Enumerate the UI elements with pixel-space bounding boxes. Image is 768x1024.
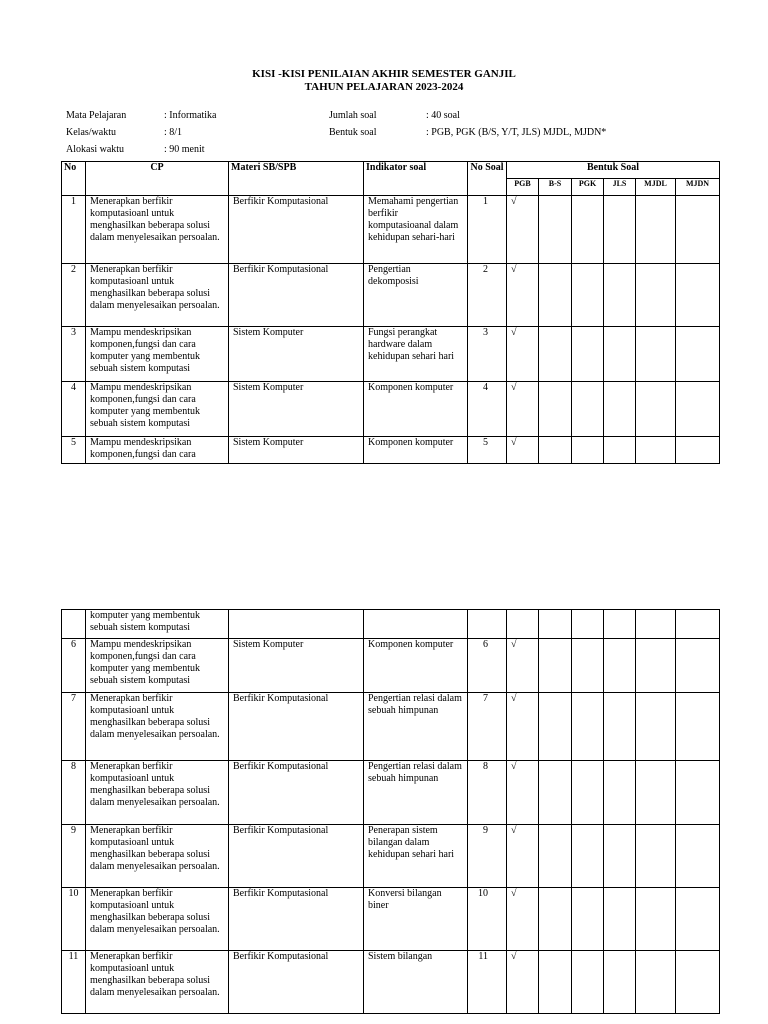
row-materi: Sistem Komputer xyxy=(229,382,364,437)
row-cp: Menerapkan berfikir komputasioanl untuk menghasilkan beberapa solusi dalam menyelesaikan persoalan. xyxy=(86,825,229,888)
row-cp: Menerapkan berfikir komputasioanl untuk menghasilkan beberapa solusi dalam menyelesaikan persoalan. xyxy=(86,951,229,1014)
meta-kelas-label: Kelas/waktu xyxy=(66,127,116,138)
row-no-soal: 3 xyxy=(468,327,507,382)
row-pgb-check: √ xyxy=(507,951,539,1014)
row-indikator: Komponen komputer xyxy=(364,382,468,437)
row-pgb-check: √ xyxy=(507,437,539,464)
meta-alokasi-value: : 90 menit xyxy=(164,144,205,155)
header-cp: CP xyxy=(86,162,229,196)
table-row xyxy=(62,264,720,327)
row-no: 1 xyxy=(62,196,86,264)
header-no-soal: No Soal xyxy=(468,162,507,196)
meta-jumlah-label: Jumlah soal xyxy=(329,110,377,121)
meta-bentuk-label: Bentuk soal xyxy=(329,127,377,138)
row-no-soal: 8 xyxy=(468,761,507,825)
row-indikator: Memahami pengertian berfikir komputasioanal dalam kehidupan sehari-hari xyxy=(364,196,468,264)
row-indikator: Pengertian dekomposisi xyxy=(364,264,468,327)
row-no-soal: 10 xyxy=(468,888,507,951)
header-pgk: PGK xyxy=(572,179,604,196)
row-no: 8 xyxy=(62,761,86,825)
row-no-soal: 2 xyxy=(468,264,507,327)
row-pgb-check: √ xyxy=(507,327,539,382)
header-mjdn: MJDN xyxy=(676,179,720,196)
row-no: 5 xyxy=(62,437,86,464)
table-row xyxy=(62,761,720,825)
header-jls: JLS xyxy=(604,179,636,196)
row-materi: Berfikir Komputasional xyxy=(229,888,364,951)
table-row-continuation xyxy=(62,610,720,639)
row-no: 10 xyxy=(62,888,86,951)
row-pgb-check: √ xyxy=(507,639,539,693)
row-no-soal: 9 xyxy=(468,825,507,888)
row-cp: Menerapkan berfikir komputasioanl untuk menghasilkan beberapa solusi dalam menyelesaikan persoalan. xyxy=(86,693,229,761)
header-bentuk-soal: Bentuk Soal xyxy=(507,162,720,179)
row-cp: Mampu mendeskripsikan komponen,fungsi dan cara komputer yang membentuk sebuah sistem komputasi xyxy=(86,327,229,382)
row-materi: Berfikir Komputasional xyxy=(229,951,364,1014)
row-cp: Mampu mendeskripsikan komponen,fungsi dan cara komputer yang membentuk sebuah sistem komputasi xyxy=(86,639,229,693)
table-row xyxy=(62,888,720,951)
row-no: 11 xyxy=(62,951,86,1014)
kisi-table-page2 xyxy=(61,609,720,1014)
row-cp: Mampu mendeskripsikan komponen,fungsi dan cara komputer yang membentuk sebuah sistem komputasi xyxy=(86,382,229,437)
table-row xyxy=(62,693,720,761)
row-materi: Berfikir Komputasional xyxy=(229,693,364,761)
row-no-soal: 5 xyxy=(468,437,507,464)
row-no: 3 xyxy=(62,327,86,382)
row-materi: Berfikir Komputasional xyxy=(229,761,364,825)
row-no-soal: 11 xyxy=(468,951,507,1014)
table-row xyxy=(62,382,720,437)
row-no-soal: 1 xyxy=(468,196,507,264)
table-row xyxy=(62,327,720,382)
row-pgb-check: √ xyxy=(507,264,539,327)
doc-title: KISI -KISI PENILAIAN AKHIR SEMESTER GANJIL xyxy=(252,68,516,80)
kisi-table-page1 xyxy=(61,161,720,464)
row-materi: Berfikir Komputasional xyxy=(229,825,364,888)
row-materi: Sistem Komputer xyxy=(229,639,364,693)
header-materi: Materi SB/SPB xyxy=(229,162,364,196)
row-indikator: Penerapan sistem bilangan dalam kehidupan sehari hari xyxy=(364,825,468,888)
row-materi: Berfikir Komputasional xyxy=(229,264,364,327)
row-indikator: Konversi bilangan biner xyxy=(364,888,468,951)
row-pgb-check: √ xyxy=(507,693,539,761)
meta-alokasi-label: Alokasi waktu xyxy=(66,144,125,155)
row-cp: Menerapkan berfikir komputasioanl untuk menghasilkan beberapa solusi dalam menyelesaikan persoalan. xyxy=(86,888,229,951)
row-pgb-check: √ xyxy=(507,761,539,825)
row-no-soal: 4 xyxy=(468,382,507,437)
table-row xyxy=(62,825,720,888)
header-bs: B-S xyxy=(539,179,572,196)
table-row xyxy=(62,639,720,693)
header-mjdl: MJDL xyxy=(636,179,676,196)
meta-mapel-value: : Informatika xyxy=(164,110,217,121)
row-no: 7 xyxy=(62,693,86,761)
row-materi: Sistem Komputer xyxy=(229,437,364,464)
row-indikator: Komponen komputer xyxy=(364,437,468,464)
row-pgb-check: √ xyxy=(507,196,539,264)
meta-jumlah-value: : 40 soal xyxy=(426,110,460,121)
header-indikator: Indikator soal xyxy=(364,162,468,196)
row-pgb-check: √ xyxy=(507,888,539,951)
row-indikator: Pengertian relasi dalam sebuah himpunan xyxy=(364,693,468,761)
table-row xyxy=(62,437,720,464)
row-cp: Mampu mendeskripsikan komponen,fungsi dan cara xyxy=(86,437,229,464)
row-pgb-check: √ xyxy=(507,382,539,437)
row-no: 9 xyxy=(62,825,86,888)
row-no: 6 xyxy=(62,639,86,693)
continuation-cp: komputer yang membentuk sebuah sistem komputasi xyxy=(86,610,229,639)
row-materi: Sistem Komputer xyxy=(229,327,364,382)
row-cp: Menerapkan berfikir komputasioanl untuk menghasilkan beberapa solusi dalam menyelesaikan persoalan. xyxy=(86,761,229,825)
row-indikator: Sistem bilangan xyxy=(364,951,468,1014)
row-cp: Menerapkan berfikir komputasioanl untuk menghasilkan beberapa solusi dalam menyelesaikan persoalan. xyxy=(86,264,229,327)
table-row xyxy=(62,196,720,264)
row-no: 2 xyxy=(62,264,86,327)
table-row xyxy=(62,951,720,1014)
header-no: No xyxy=(62,162,86,196)
row-indikator: Komponen komputer xyxy=(364,639,468,693)
row-no-soal: 7 xyxy=(468,693,507,761)
row-no: 4 xyxy=(62,382,86,437)
meta-mapel-label: Mata Pelajaran xyxy=(66,110,127,121)
row-no-soal: 6 xyxy=(468,639,507,693)
row-indikator: Pengertian relasi dalam sebuah himpunan xyxy=(364,761,468,825)
row-materi: Berfikir Komputasional xyxy=(229,196,364,264)
header-pgb: PGB xyxy=(507,179,539,196)
row-pgb-check: √ xyxy=(507,825,539,888)
row-cp: Menerapkan berfikir komputasioanl untuk menghasilkan beberapa solusi dalam menyelesaikan persoalan. xyxy=(86,196,229,264)
meta-kelas-value: : 8/1 xyxy=(164,127,183,138)
doc-subtitle: TAHUN PELAJARAN 2023-2024 xyxy=(304,81,464,93)
meta-bentuk-value: : PGB, PGK (B/S, Y/T, JLS) MJDL, MJDN* xyxy=(426,127,607,138)
row-indikator: Fungsi perangkat hardware dalam kehidupan sehari hari xyxy=(364,327,468,382)
